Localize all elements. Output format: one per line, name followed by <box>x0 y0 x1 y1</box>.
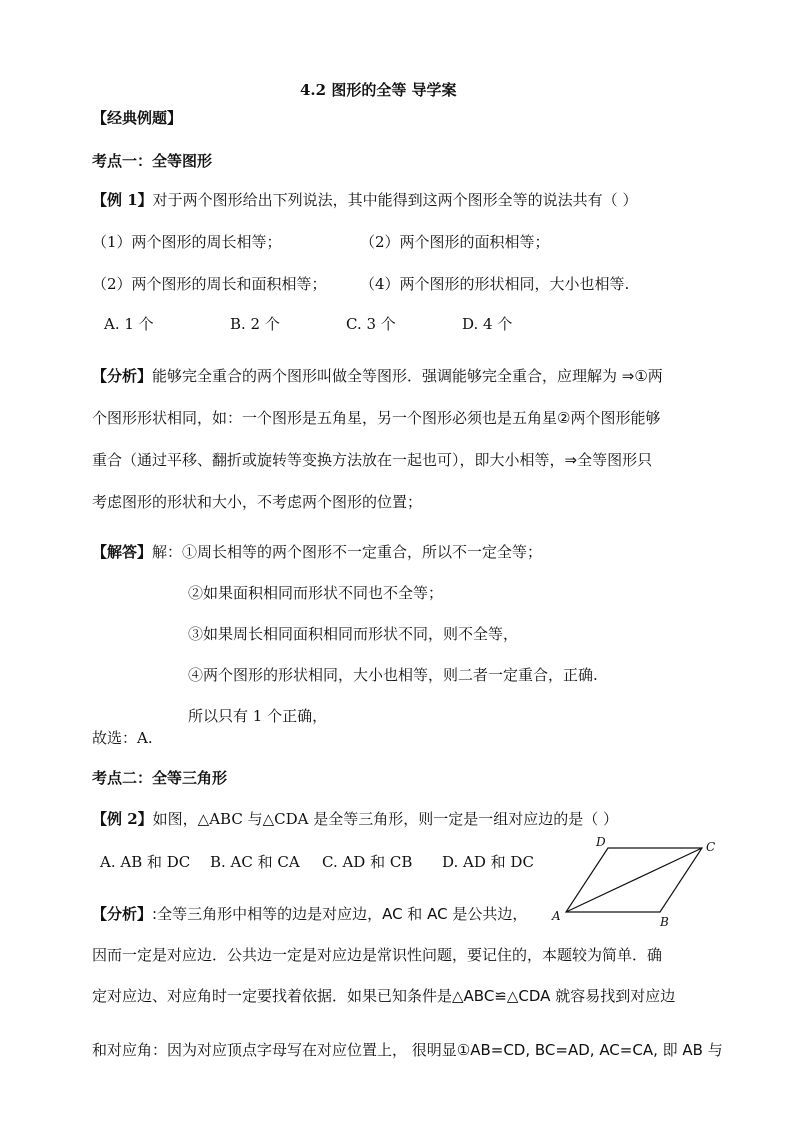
statement-4: （4）两个图形的形状相同，大小也相等. <box>360 275 630 293</box>
kaodian-2-heading: 考点二：全等三角形 <box>92 769 228 787</box>
option-d: D. 4 个 <box>462 315 513 333</box>
example-2-option-a: A. AB 和 DC <box>100 853 191 871</box>
example-2-option-c: C. AD 和 CB <box>322 853 413 871</box>
answer-1-line-1: 【解答】解：①周长相等的两个图形不一定重合，所以不一定全等； <box>92 543 543 561</box>
analysis-1-label: 【分析】 <box>92 367 153 385</box>
statement-1: （1）两个图形的周长相等； <box>92 233 282 251</box>
option-c: C. 3 个 <box>346 315 396 333</box>
vertex-d-label: D <box>596 835 606 849</box>
statement-3: （2）两个图形的周长和面积相等； <box>92 275 327 293</box>
answer-1-line-5: 所以只有 1 个正确， <box>188 707 328 725</box>
example-1-question: 【例 1】对于两个图形给出下列说法，其中能得到这两个图形全等的说法共有（ ） <box>92 191 638 209</box>
answer-1-line-4: ④两个图形的形状相同，大小也相等，则二者一定重合，正确. <box>188 666 598 684</box>
example-1-label: 【例 1】 <box>92 191 153 209</box>
answer-1-choice: 故选：A. <box>92 729 153 747</box>
analysis-1-line-2: 个图形形状相同，如：一个图形是五角星，另一个图形必须也是五角星②两个图形能够 <box>92 409 661 427</box>
answer-1-label: 【解答】 <box>92 543 153 561</box>
analysis-1-line-3: 重合（通过平移、翻折或旋转等变换方法放在一起也可），即大小相等，⇒全等图形只 <box>92 451 653 469</box>
analysis-1-line-4: 考虑图形的形状和大小，不考虑两个图形的位置； <box>92 493 423 511</box>
page-title: 4.2 图形的全等 导学案 <box>300 81 457 99</box>
option-a: A. 1 个 <box>104 315 154 333</box>
option-b: B. 2 个 <box>230 315 280 333</box>
example-2-question: 【例 2】如图，△ABC 与△CDA 是全等三角形，则一定是一组对应边的是（ ） <box>92 810 618 828</box>
vertex-c-label: C <box>706 840 716 854</box>
kaodian-1-heading: 考点一：全等图形 <box>92 152 213 170</box>
statement-2: （2）两个图形的面积相等； <box>360 233 550 251</box>
answer-1-line-3: ③如果周长相同面积相同而形状不同，则不全等， <box>188 625 519 643</box>
analysis-2-line-2: 因而一定是对应边．公共边一定是对应边是常识性问题，要记住的，本题较为简单．确 <box>92 946 663 964</box>
example-2-option-d: D. AD 和 DC <box>442 853 534 871</box>
analysis-2-line-4: 和对应角：因为对应顶点字母写在对应位置上， 很明显①AB=CD, BC=AD, AC=CA, 即 AB 与 <box>92 1041 723 1059</box>
parallelogram-figure <box>550 830 730 930</box>
example-2-option-b: B. AC 和 CA <box>210 853 300 871</box>
analysis-2-label: 【分析】 <box>92 905 153 923</box>
answer-1-line-2: ②如果面积相同而形状不同也不全等； <box>188 584 444 602</box>
analysis-1-line-1: 【分析】能够完全重合的两个图形叫做全等图形．强调能够完全重合，应理解为 ⇒①两 <box>92 367 663 385</box>
analysis-2-line-3: 定对应边、对应角时一定要找着依据．如果已知条件是△ABC≌△CDA 就容易找到对应边 <box>92 987 676 1005</box>
vertex-a-label: A <box>552 909 561 923</box>
example-2-label: 【例 2】 <box>92 810 153 828</box>
vertex-b-label: B <box>660 915 669 929</box>
analysis-2-line-1: 【分析】:全等三角形中相等的边是对应边，AC 和 AC 是公共边， <box>92 905 528 923</box>
section-heading: 【经典例题】 <box>92 109 183 127</box>
